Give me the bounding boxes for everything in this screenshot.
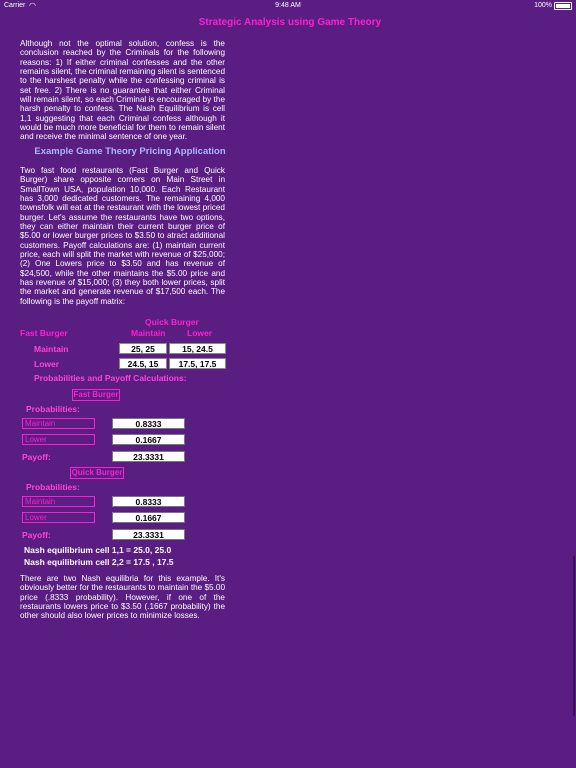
probabilities-heading: Probabilities and Payoff Calculations: (34, 373, 187, 383)
conclusion-paragraph: There are two Nash equilibria for this example. It's obviously better for the restaurants to maintain the $5.00 price (.8333 probability). However, if one of the restaurants lowers price to $3.50 (.1667 probability) the other should also lower prices to minimize losses. (20, 574, 225, 621)
fast-burger-lower-field[interactable]: Lower (22, 434, 95, 445)
quick-burger-maintain-field[interactable]: Maintain (22, 496, 95, 507)
quick-burger-payoff-label: Payoff: (22, 530, 51, 540)
matrix-row-label-lower: Lower (34, 359, 60, 369)
fast-burger-payoff-label: Payoff: (22, 452, 51, 462)
fast-burger-lower-value: 0.1667 (112, 434, 185, 445)
matrix-row-player: Fast Burger (20, 328, 68, 338)
matrix-cell-2-1: 24.5, 15 (119, 358, 167, 369)
nash-equilibrium-line-2: Nash equilibrium cell 2,2 = 17.5 , 17.5 (24, 557, 174, 567)
quick-burger-payoff-value: 23.3331 (112, 529, 185, 540)
quick-burger-probabilities-label: Probabilities: (26, 482, 80, 492)
example-paragraph: Two fast food restaurants (Fast Burger and Quick Burger) share opposite corners on Main Street in SmallTown USA, population 10,000. Each Restaurant has 3,000 dedicated customers. The remaining 4,000 townsfolk will eat at the restaurant with the lowest priced burger. Let's assume the restaurants have two options, they can either maintain their current burger price of $5.00 or lower burger prices to $3.50 to atract additional customers. Payoff calculations are: (1) maintain current price, each will split the market with revenue of $25,000; (2) One Lowers price to $3.50 and has revenue of $24,500, while the other maintains the $5.00 price and has revenue of $15,000; (3) they both lower prices, split the market and generate revenue of $17,500 each. The following is the payoff matrix: (20, 166, 225, 306)
status-time: 9:48 AM (275, 2, 301, 9)
quick-burger-maintain-value: 0.8333 (112, 496, 185, 507)
wifi-icon: ◠ (29, 1, 36, 10)
quick-burger-lower-field[interactable]: Lower (22, 512, 95, 523)
matrix-cell-1-2: 15, 24.5 (169, 343, 226, 354)
nash-equilibrium-line-1: Nash equilibrium cell 1,1 = 25.0, 25.0 (24, 545, 172, 555)
fast-burger-maintain-value: 0.8333 (112, 418, 185, 429)
matrix-cell-1-1: 25, 25 (119, 343, 167, 354)
fast-burger-maintain-field[interactable]: Maintain (22, 418, 95, 429)
battery-percent: 100% (534, 2, 552, 9)
page-title: Strategic Analysis using Game Theory (198, 17, 382, 28)
fast-burger-button[interactable]: Fast Burger (73, 390, 119, 399)
matrix-cell-2-2: 17.5, 17.5 (169, 358, 226, 369)
matrix-col-header-lower: Lower (187, 328, 213, 338)
carrier-label: Carrier (4, 2, 26, 9)
quick-burger-lower-value: 0.1667 (112, 512, 185, 523)
intro-paragraph: Although not the optimal solution, confess is the conclusion reached by the Criminals for the following reasons: 1) If either criminal confesses and the other remains silent, the criminal remaining silent is sentenced to the harshest penalty while the confessing criminal is set free. 2) There is no guarantee that either Criminal will remain silent, so each Criminal is encouraged by the harsh penalty to confess. The Nash Equilibrium is cell 1,1 suggesting that each Criminal confess although it would be much more beneficial for them to remain silent and receive the minimal sentence of one year. (20, 39, 225, 142)
quick-burger-button[interactable]: Quick Burger (71, 468, 123, 477)
battery-icon (554, 2, 572, 10)
fast-burger-probabilities-label: Probabilities: (26, 404, 80, 414)
status-bar (0, 0, 576, 12)
example-heading: Example Game Theory Pricing Application (34, 146, 226, 157)
matrix-col-player: Quick Burger (145, 317, 199, 327)
matrix-row-label-maintain: Maintain (34, 344, 69, 354)
scroll-indicator[interactable] (573, 556, 575, 716)
fast-burger-payoff-value: 23.3331 (112, 451, 185, 462)
matrix-col-header-maintain: Maintain (131, 328, 166, 338)
